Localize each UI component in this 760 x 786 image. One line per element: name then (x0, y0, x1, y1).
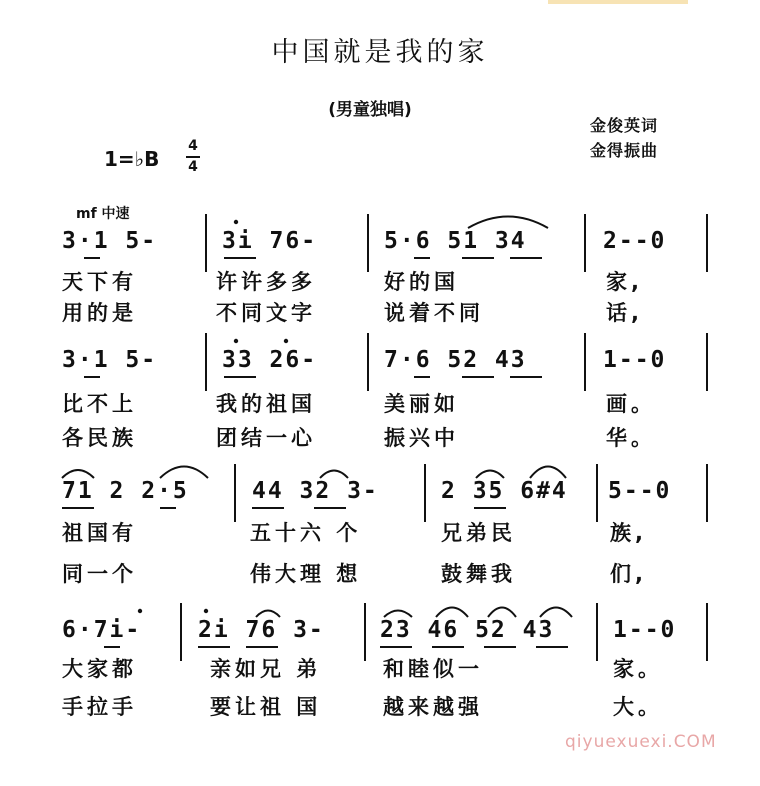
meter-bottom: 4 (188, 159, 198, 175)
slur-arc (476, 471, 504, 479)
measure-notes: 2 35 6#4 (441, 478, 568, 504)
lyric-text: 大家都 (62, 657, 137, 681)
lyric-text: 和睦似一 (383, 657, 483, 681)
measure-notes: 6·7i- (62, 617, 142, 643)
octave-dot (284, 339, 288, 343)
slur-arc (160, 467, 208, 479)
lyric-text: 家。 (613, 657, 663, 681)
lyric-text: 比不上 (62, 392, 137, 416)
slur-arc (530, 467, 566, 479)
octave-dot (204, 609, 208, 613)
watermark: qiyuexuexi.COM (565, 732, 717, 752)
lyric-text: 兄弟民 (441, 521, 516, 545)
measure-notes: 5·6 51 34 (384, 228, 527, 254)
slur-arc (384, 611, 412, 618)
measure-notes: 1--0 (603, 347, 667, 373)
lyric-text: 我的祖国 (216, 392, 316, 416)
meter-top: 4 (188, 138, 198, 154)
lyric-text: 各民族 (62, 426, 137, 450)
lyric-text: 振兴中 (384, 426, 459, 450)
lyric-text: 用的是 (62, 301, 137, 325)
slur-arc (256, 611, 280, 618)
slur-arc (468, 217, 548, 229)
dynamics-marking: mf 中速 (76, 206, 130, 222)
lyric-text: 美丽如 (384, 392, 459, 416)
lyric-text: 大。 (613, 695, 663, 719)
lyric-text: 祖国有 (62, 521, 137, 545)
song-title: 中国就是我的家 (271, 37, 489, 68)
lyric-text: 许许多多 (216, 270, 316, 294)
lyric-text: 族, (610, 521, 647, 545)
lyric-text: 五十六 个 (250, 521, 362, 545)
lyric-text: 们, (610, 562, 647, 586)
slur-arc (540, 608, 572, 618)
lyric-text: 不同文字 (216, 301, 316, 325)
slur-arc (62, 470, 94, 478)
lyric-text: 家, (606, 270, 643, 294)
measure-notes: 5--0 (608, 478, 672, 504)
lyric-text: 华。 (606, 426, 656, 450)
lyric-text: 鼓舞我 (441, 562, 516, 586)
lyricist-credit: 金俊英词 (590, 116, 659, 135)
composer-credit: 金得振曲 (590, 141, 659, 160)
lyric-text: 画。 (606, 392, 656, 416)
octave-dot (138, 609, 142, 613)
measure-notes: 23 46 52 43 (380, 617, 555, 643)
lyric-text: 好的国 (384, 270, 459, 294)
measure-notes: 71 2 2·5 (62, 478, 189, 504)
measure-notes: 1--0 (613, 617, 677, 643)
measure-notes: 3·1 5- (62, 347, 158, 373)
octave-dot (234, 220, 238, 224)
measure-notes: 33 26- (222, 347, 318, 373)
slur-arc (436, 608, 468, 618)
lyric-text: 话, (606, 301, 643, 325)
lyric-text: 手拉手 (62, 695, 137, 719)
measure-notes: 7·6 52 43 (384, 347, 527, 373)
lyric-text: 团结一心 (216, 426, 316, 450)
measure-notes: 2i 76 3- (198, 617, 325, 643)
key-signature: 1=♭B (104, 147, 160, 171)
measure-notes: 3·1 5- (62, 228, 158, 254)
measure-notes: 44 32 3- (252, 478, 379, 504)
lyric-text: 天下有 (62, 270, 137, 294)
octave-dot (234, 339, 238, 343)
lyric-text: 伟大理 想 (250, 562, 362, 586)
slur-arc (320, 471, 348, 479)
lyric-text: 要让祖 国 (210, 695, 322, 719)
song-subtitle: (男童独唱) (328, 100, 412, 120)
lyric-text: 亲如兄 弟 (210, 657, 322, 681)
lyric-text: 同一个 (62, 562, 137, 586)
lyric-text: 越来越强 (383, 695, 483, 719)
measure-notes: 2--0 (603, 228, 667, 254)
lyric-text: 说着不同 (384, 301, 484, 325)
slur-arc (488, 608, 516, 618)
measure-notes: 3i 76- (222, 228, 318, 254)
